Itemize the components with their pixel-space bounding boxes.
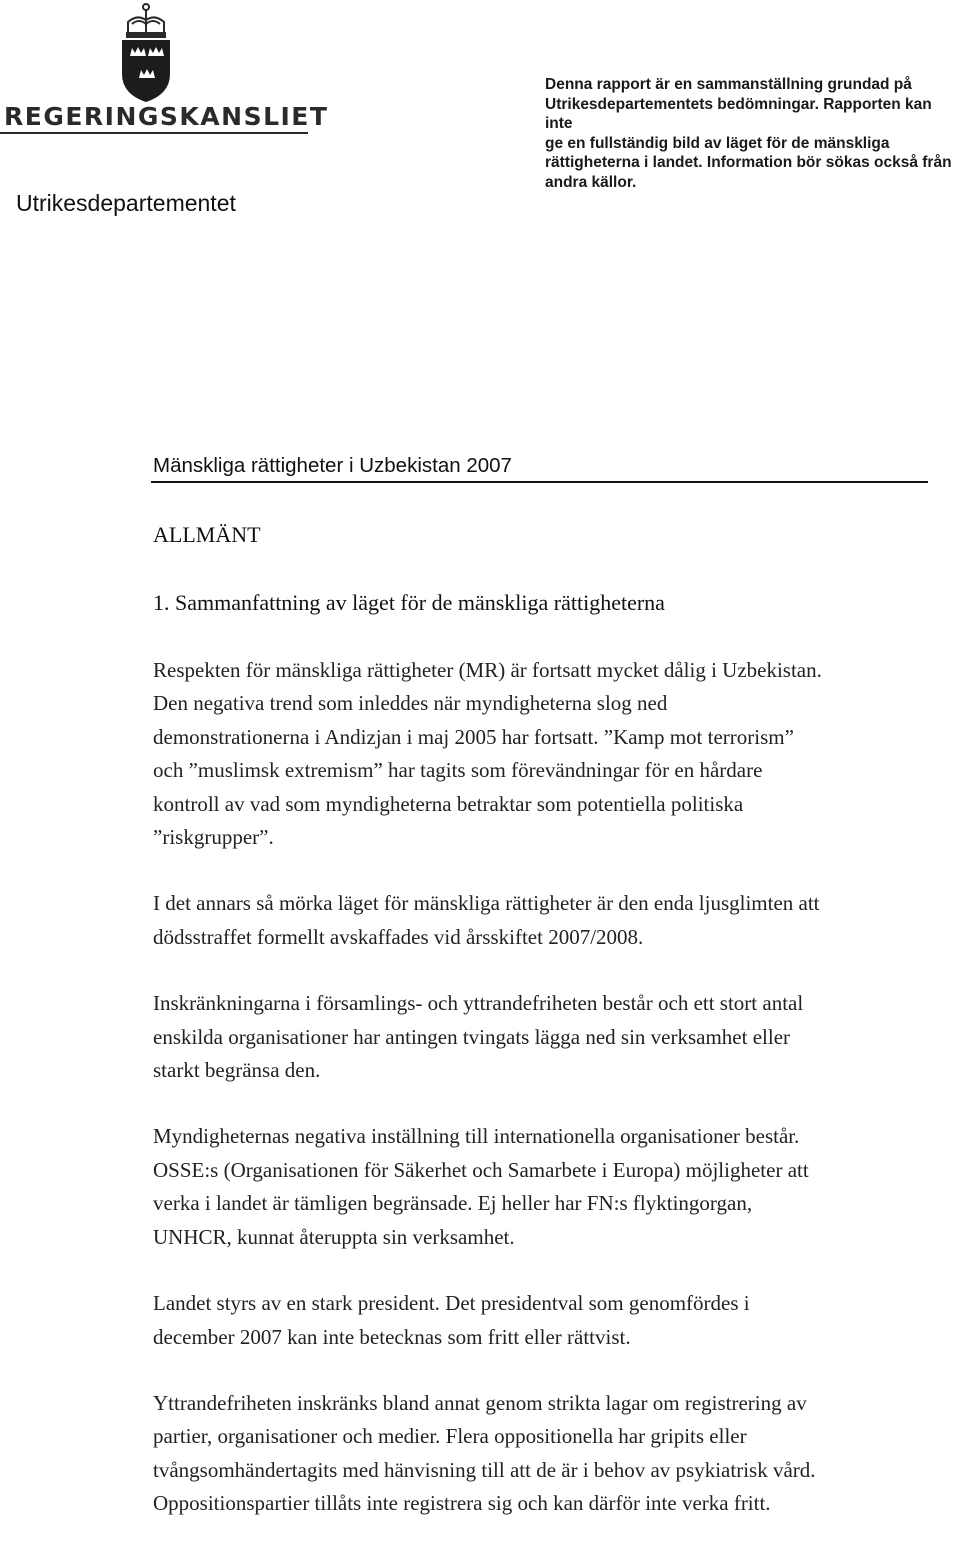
paragraph-line: verka i landet är tämligen begränsade. Ej heller har FN:s flyktingorgan, [153, 1191, 753, 1216]
body-paragraph [153, 1120, 928, 1254]
department-name: Utrikesdepartementet [16, 190, 236, 216]
paragraph-line: kontroll av vad som myndigheterna betraktar som potentiella politiska [153, 791, 744, 816]
document-body [153, 654, 928, 1554]
disclaimer-line: andra källor. [545, 173, 637, 191]
subsection-heading: 1. Sammanfattning av läget för de mänskliga rättigheterna [153, 590, 665, 615]
disclaimer-line: rättigheterna i landet. Information bör sökas också från [545, 154, 952, 171]
coat-of-arms-icon [120, 2, 172, 102]
body-paragraph [153, 987, 928, 1087]
paragraph-line: Inskränkningarna i församlings- och yttrandefriheten består och ett stort antal [153, 991, 804, 1016]
paragraph-line: Yttrandefriheten inskränks bland annat genom strikta lagar om registrering av [153, 1390, 807, 1415]
document-title: Mänskliga rättigheter i Uzbekistan 2007 [153, 454, 512, 477]
paragraph-line: Oppositionspartier tillåts inte registrera sig och kan därför inte verka fritt. [153, 1491, 771, 1516]
regeringskansliet-logo [0, 0, 329, 140]
paragraph-line: enskilda organisationer har antingen tvingats lägga ned sin verksamhet eller [153, 1024, 791, 1049]
section-heading: ALLMÄNT [153, 522, 261, 547]
paragraph-line: ”riskgrupper”. [153, 825, 274, 850]
title-divider [151, 481, 928, 483]
paragraph-line: december 2007 kan inte betecknas som fritt eller rättvist. [153, 1324, 631, 1349]
paragraph-line: demonstrationerna i Andizjan i maj 2005 har fortsatt. ”Kamp mot terrorism” [153, 724, 794, 749]
disclaimer-note [545, 75, 957, 192]
logo-divider [0, 132, 308, 134]
body-paragraph [153, 1387, 928, 1521]
disclaimer-line: ge en fullständig bild av läget för de mänskliga [545, 134, 890, 152]
paragraph-line: dödsstraffet formellt avskaffades vid årsskiftet 2007/2008. [153, 924, 644, 949]
paragraph-line: Landet styrs av en stark president. Det presidentval som genomfördes i [153, 1291, 750, 1316]
paragraph-line: Den negativa trend som inleddes när myndigheterna slog ned [153, 691, 668, 716]
paragraph-line: OSSE:s (Organisationen för Säkerhet och Samarbete i Europa) möjligheter att [153, 1157, 809, 1182]
paragraph-line: partier, organisationer och medier. Flera oppositionella har gripits eller [153, 1424, 747, 1449]
paragraph-line: starkt begränsa den. [153, 1058, 321, 1083]
body-paragraph [153, 887, 928, 954]
body-paragraph [153, 654, 928, 854]
logo-wordmark: REGERINGSKANSLIET [4, 102, 329, 131]
paragraph-line: och ”muslimsk extremism” har tagits som förevändningar för en hårdare [153, 758, 763, 783]
paragraph-line: tvångsomhändertagits med hänvisning till att de är i behov av psykiatrisk vård. [153, 1457, 816, 1482]
paragraph-line: I det annars så mörka läget för mänskliga rättigheter är den enda ljusglimten att [153, 891, 820, 916]
paragraph-line: Respekten för mänskliga rättigheter (MR) är fortsatt mycket dålig i Uzbekistan. [153, 658, 822, 682]
body-paragraph [153, 1287, 928, 1354]
paragraph-line: Myndigheternas negativa inställning till internationella organisationer består. [153, 1124, 800, 1149]
disclaimer-line: Utrikesdepartementets bedömningar. Rapporten kan inte [545, 95, 932, 132]
disclaimer-line: Denna rapport är en sammanställning grundad på [545, 76, 912, 93]
paragraph-line: UNHCR, kunnat återuppta sin verksamhet. [153, 1224, 515, 1249]
